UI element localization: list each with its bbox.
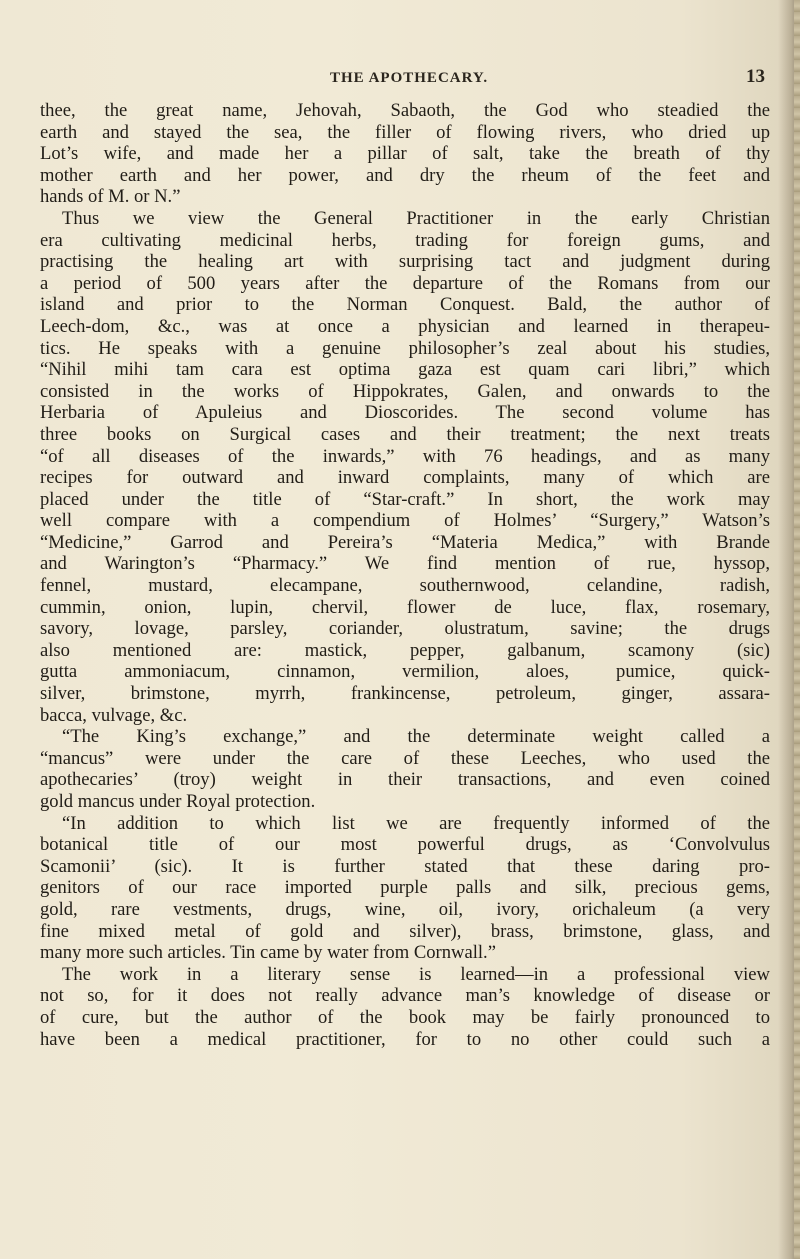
text-line: also mentioned are: mastick, pepper, galbanum, scamony (sic) — [40, 639, 770, 661]
text-line: “Medicine,” Garrod and Pereira’s “Materia Medica,” with Brande — [40, 531, 770, 553]
text-line: Leech-dom, &c., was at once a physician and learned in therapeu- — [40, 315, 770, 337]
page-binding-edge — [794, 0, 800, 1259]
text-line: mother earth and her power, and dry the rheum of the feet and — [40, 164, 770, 186]
text-line: of cure, but the author of the book may be fairly pronounced to — [40, 1006, 770, 1028]
text-line: Lot’s wife, and made her a pillar of salt, take the breath of thy — [40, 143, 770, 165]
text-line: “of all diseases of the inwards,” with 76 headings, and as many — [40, 445, 770, 467]
text-line: genitors of our race imported purple palls and silk, precious gems, — [40, 877, 770, 899]
text-line: island and prior to the Norman Conquest. Bald, the author of — [40, 294, 770, 316]
text-line: “Nihil mihi tam cara est optima gaza est quam cari libri,” which — [40, 359, 770, 381]
body-text — [40, 100, 770, 1050]
text-line: earth and stayed the sea, the filler of flowing rivers, who dried up — [40, 121, 770, 143]
text-line: well compare with a compendium of Holmes’ “Surgery,” Watson’s — [40, 510, 770, 532]
text-line: botanical title of our most powerful drugs, as ‘Convolvulus — [40, 834, 770, 856]
text-line: fine mixed metal of gold and silver), brass, brimstone, glass, and — [40, 920, 770, 942]
running-title: THE APOTHECARY. — [330, 70, 489, 86]
text-line: gold, rare vestments, drugs, wine, oil, ivory, orichaleum (a very — [40, 898, 770, 920]
text-line: tics. He speaks with a genuine philosopher’s zeal about his studies, — [40, 337, 770, 359]
text-line: era cultivating medicinal herbs, trading for foreign gums, and — [40, 229, 770, 251]
text-line: thee, the great name, Jehovah, Sabaoth, the God who steadied the — [40, 100, 770, 121]
page-number: 13 — [746, 66, 765, 87]
text-line: not so, for it does not really advance man’s knowledge of disease or — [40, 985, 770, 1007]
text-line: and Warington’s “Pharmacy.” We find mention of rue, hyssop, — [40, 553, 770, 575]
text-line: three books on Surgical cases and their treatment; the next treats — [40, 423, 770, 445]
text-line: Scamonii’ (sic). It is further stated that these daring pro- — [40, 855, 770, 877]
text-line: apothecaries’ (troy) weight in their transactions, and even coined — [40, 769, 770, 791]
text-line: many more such articles. Tin came by water from Cornwall.” — [40, 942, 496, 964]
text-line: gold mancus under Royal protection. — [40, 791, 316, 812]
text-line: bacca, vulvage, &c. — [40, 704, 188, 726]
text-line: practising the healing art with surprising tact and judgment during — [40, 251, 770, 273]
text-line: recipes for outward and inward complaints, many of which are — [40, 467, 770, 489]
text-line: Herbaria of Apuleius and Dioscorides. The second volume has — [40, 402, 770, 424]
text-line: Thus we view the General Practitioner in the early Christian — [62, 207, 770, 229]
text-line: gutta ammoniacum, cinnamon, vermilion, aloes, pumice, quick- — [40, 661, 770, 683]
text-line: fennel, mustard, elecampane, southernwood, celandine, radish, — [40, 575, 770, 597]
text-line: placed under the title of “Star-craft.” In short, the work may — [40, 488, 770, 510]
text-line: The work in a literary sense is learned—in a professional view — [62, 963, 770, 985]
text-line: cummin, onion, lupin, chervil, flower de luce, flax, rosemary, — [40, 596, 770, 618]
text-line: silver, brimstone, myrrh, frankincense, petroleum, ginger, assara- — [40, 683, 770, 705]
text-line: “mancus” were under the care of these Leeches, who used the — [40, 747, 770, 769]
text-line: hands of M. or N.” — [40, 186, 181, 208]
text-line: “The King’s exchange,” and the determinate weight called a — [62, 726, 770, 748]
text-line: have been a medical practitioner, for to no other could such a — [40, 1028, 770, 1050]
text-line: consisted in the works of Hippokrates, Galen, and onwards to the — [40, 380, 770, 402]
text-line: a period of 500 years after the departure of the Romans from our — [40, 272, 770, 294]
text-line: “In addition to which list we are frequently informed of the — [62, 812, 770, 834]
text-line: savory, lovage, parsley, coriander, olustratum, savine; the drugs — [40, 618, 770, 640]
